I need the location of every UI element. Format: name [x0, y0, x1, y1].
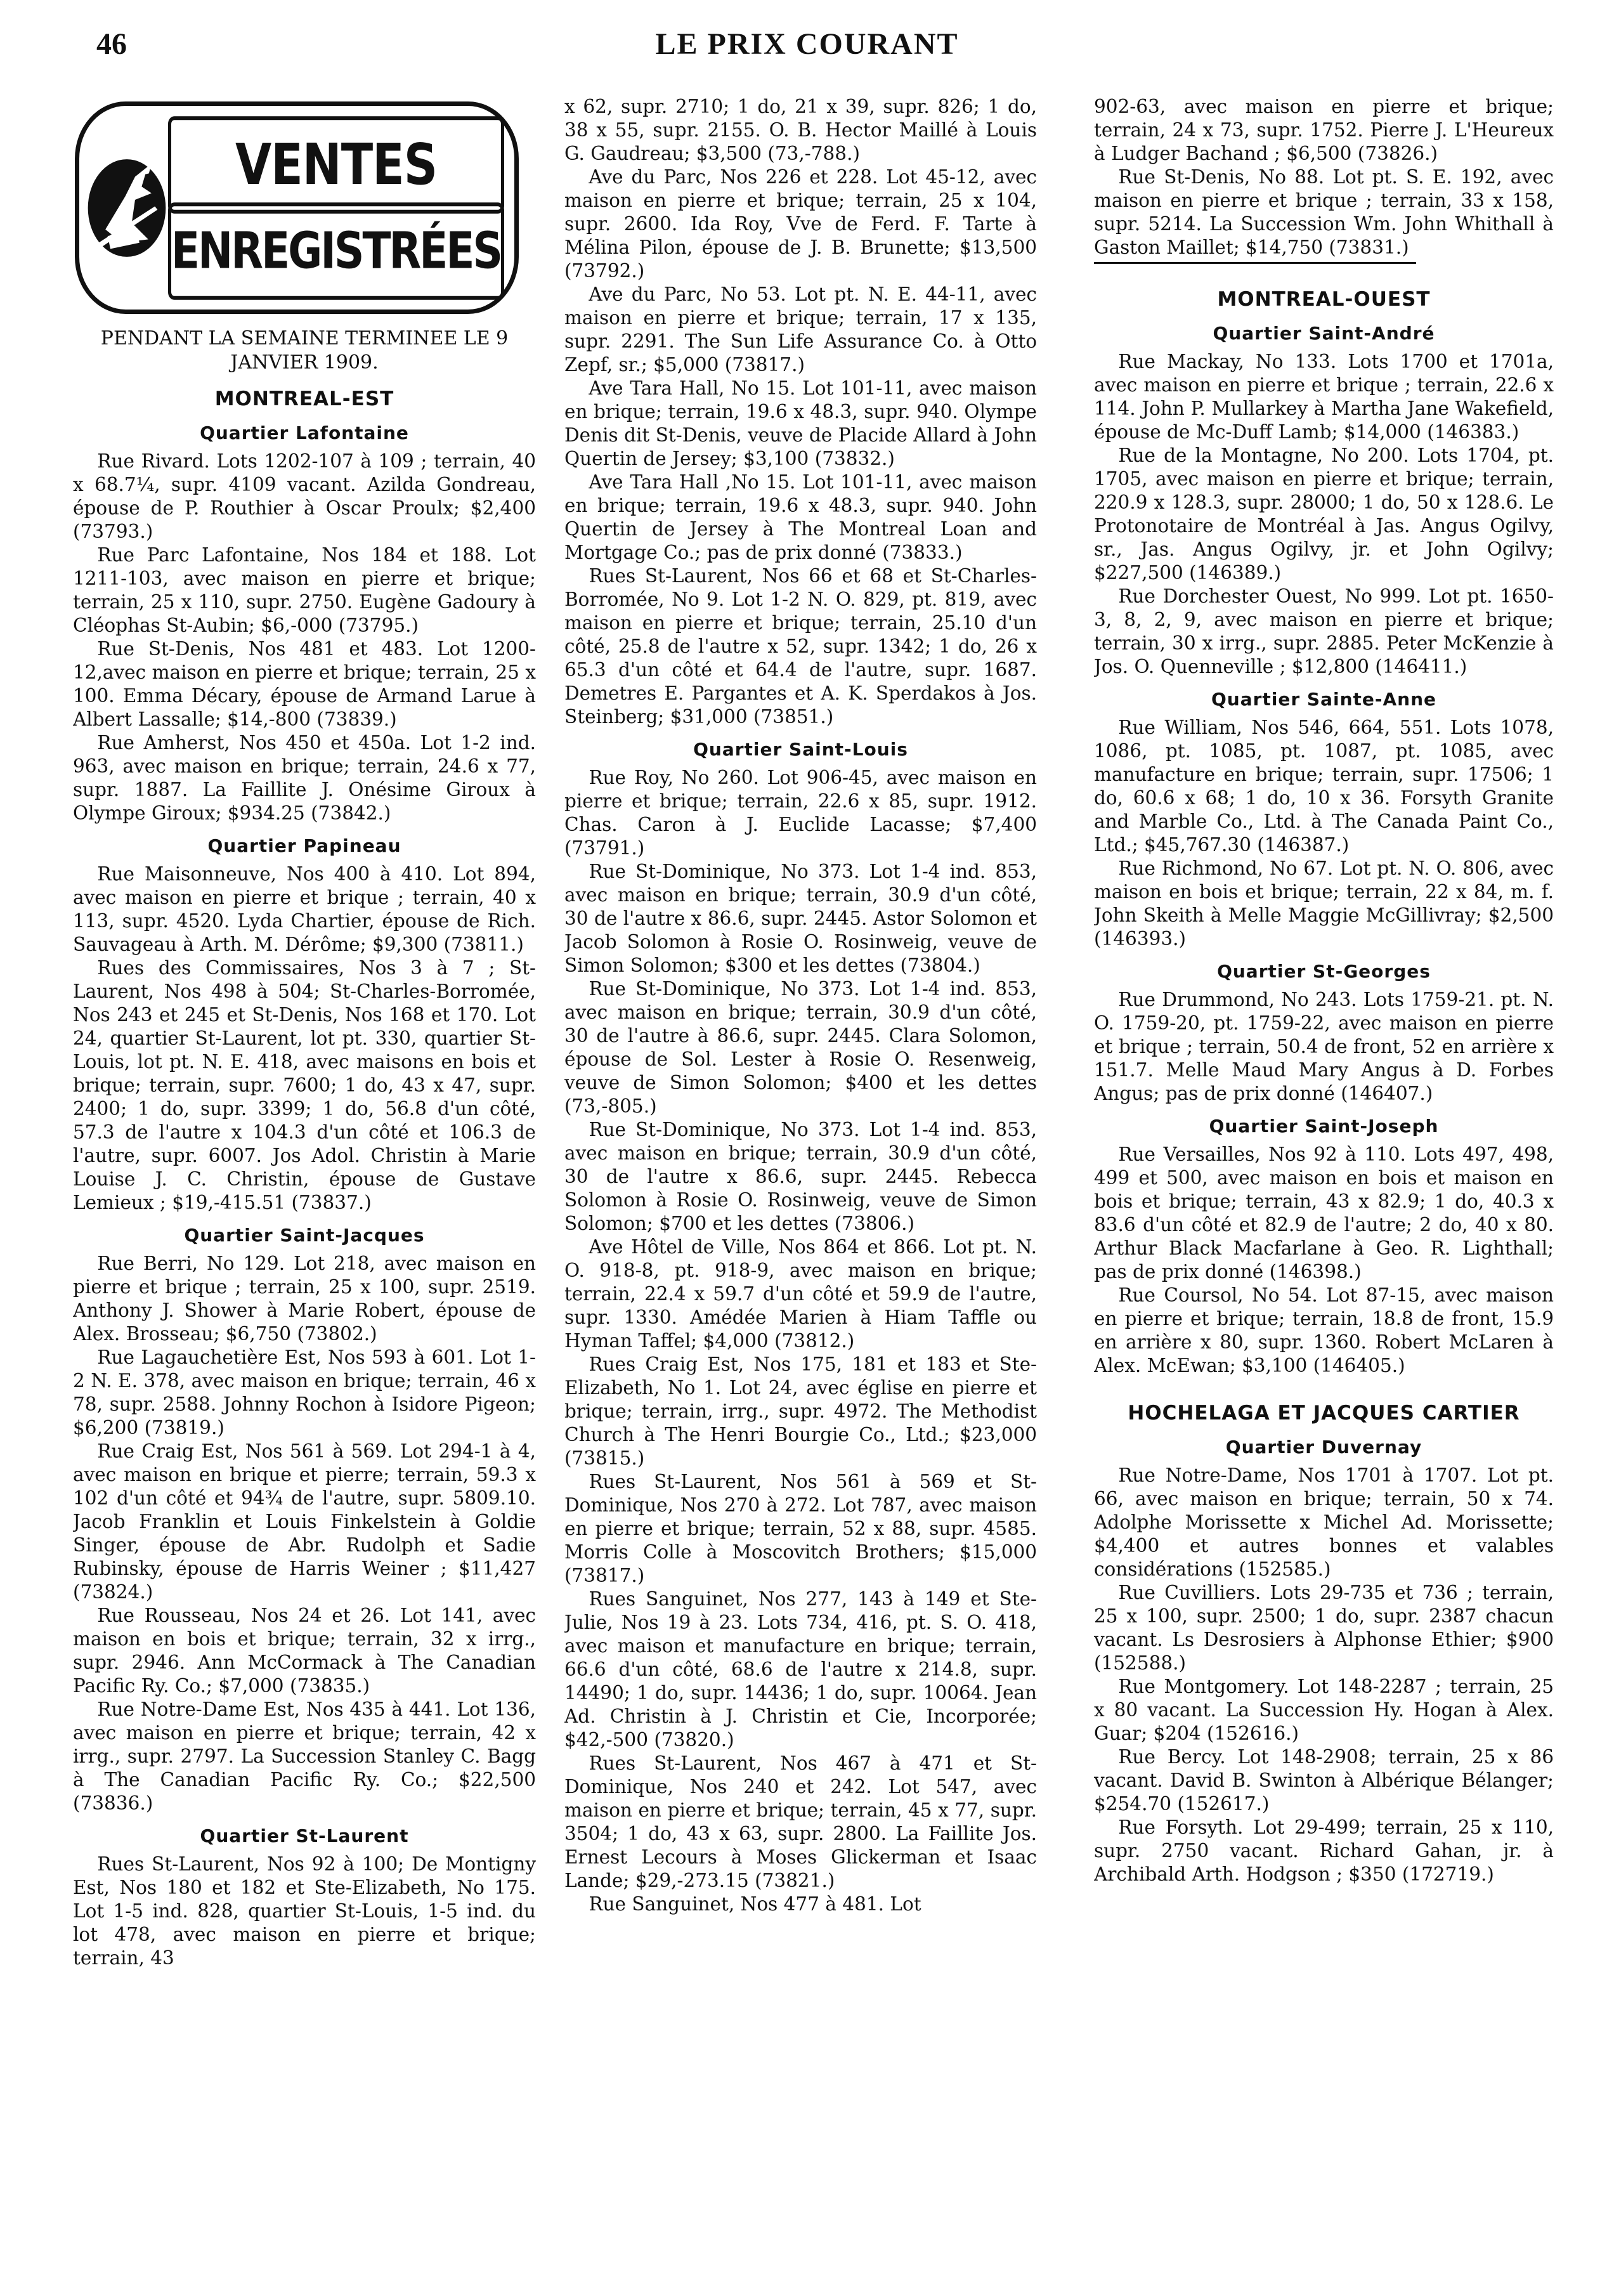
sale-entry-continued: x 62, supr. 2710; 1 do, 21 x 39, supr. 826; 1 do, 38 x 55, supr. 2155. O. B. Hector Maillé à Louis G. Gaudreau; $3,500 (73,-788.) [564, 96, 1037, 164]
quarter-heading: Quartier St-Laurent [200, 1825, 409, 1846]
sale-entry: Ave Hôtel de Ville, Nos 864 et 866. Lot pt. N. O. 918-8, pt. 918-9, avec maison en brique; terrain, 22.4 x 59.7 d'un côté et 59.9 de l'autre, supr. 1330. Amédée Marien à Hiam Taffle ou Hyman Taffel; $4,000 (73812.) [564, 1236, 1037, 1352]
sale-entry: Rue Parc Lafontaine, Nos 184 et 188. Lot 1211-103, avec maison en pierre et brique; terrain, 25 x 110, supr. 2750. Eugène Gadoury à Cléophas St-Aubin; $6,-000 (73795.) [73, 544, 536, 636]
sale-entry: Rue Amherst, Nos 450 et 450a. Lot 1-2 ind. 963, avec maison en brique; terrain, 24.6 x 77, supr. 1887. La Faillite J. Onésime Giroux à Olympe Giroux; $934.25 (73842.) [73, 732, 536, 824]
sale-entry: Rue Forsyth. Lot 29-499; terrain, 25 x 110, supr. 2750 vacant. Richard Gahan, jr. à Archibald Arth. Hodgson ; $350 (172719.) [1094, 1817, 1554, 1885]
sale-entry: Rue Coursol, No 54. Lot 87-15, avec maison en pierre et brique; terrain, 18.8 de front, 15.9 en arrière x 80, supr. 1360. Robert McLaren à Alex. McEwan; $3,100 (146405.) [1094, 1284, 1554, 1376]
sale-entry: Rue Montgomery. Lot 148-2287 ; terrain, 25 x 80 vacant. La Succession Hy. Hogan à Alex. Guar; $204 (152616.) [1094, 1676, 1554, 1744]
quarter-heading: Quartier Saint-Louis [693, 739, 908, 760]
sale-entry: Rue Cuvilliers. Lots 29-735 et 736 ; terrain, 25 x 100, supr. 2500; 1 do, supr. 2387 chacun vacant. Ls Desrosiers à Alphonse Ethier; $900 (152588.) [1094, 1582, 1554, 1674]
quarter-heading: Quartier Saint-André [1213, 323, 1435, 344]
sale-entry: Rue William, Nos 546, 664, 551. Lots 1078, 1086, pt. 1085, pt. 1087, pt. 1085, avec manufacture en brique; terrain, supr. 17506; 1 do, 60.6 x 68; 1 do, 10 x 36. Forsyth Granite and Marble Co., Ltd. à The Canada Paint Co., Ltd.; $45,767.30 (146387.) [1094, 717, 1554, 856]
sale-entry: Rues St-Laurent, Nos 561 à 569 et St-Dominique, Nos 270 à 272. Lot 787, avec maison en pierre et brique; terrain, 52 x 88, supr. 4585. Morris Colle à Moscovitch Brothers; $15,000 (73817.) [564, 1471, 1037, 1586]
sale-entry: Rue Dorchester Ouest, No 999. Lot pt. 1650-3, 8, 2, 9, avec maison en pierre et brique; terrain, 30 x irrg., supr. 2885. Peter McKenzie à Jos. O. Quenneville ; $12,800 (146411.) [1094, 585, 1554, 677]
sale-entry: Rue Roy, No 260. Lot 906-45, avec maison en pierre et brique; terrain, 22.6 x 85, supr. 1912. Chas. Caron à J. Euclide Lacasse; $7,400 (73791.) [564, 767, 1037, 859]
district-heading: MONTREAL-EST [214, 388, 394, 410]
column-2 [564, 95, 1037, 2277]
quarter-heading: Quartier Papineau [207, 835, 401, 856]
sale-entry-continued: 902-63, avec maison en pierre et brique; terrain, 24 x 73, supr. 1752. Pierre J. L'Heureux à Ludger Bachand ; $6,500 (73826.) [1094, 96, 1554, 164]
section-rule [1094, 262, 1416, 264]
sale-entry: Rue Berri, No 129. Lot 218, avec maison en pierre et brique ; terrain, 25 x 100, supr. 2519. Anthony J. Shower à Marie Robert, épouse de Alex. Brosseau; $6,750 (73802.) [73, 1253, 536, 1345]
banner-word-enregistrees: ENREGISTRÉES [168, 202, 504, 300]
sale-entry: Rues St-Laurent, Nos 92 à 100; De Montigny Est, Nos 180 et 182 et Ste-Elizabeth, No 175. Lot 1-5 ind. 828, quartier St-Louis, 1-5 ind. du lot 478, avec maison en pierre et brique; terrain, 43 [73, 1853, 536, 1969]
sale-entry: Rues St-Laurent, Nos 66 et 68 et St-Charles-Borromée, No 9. Lot 1-2 N. O. 829, pt. 819, avec maison en pierre et brique; terrain, 25.10 d'un côté, 25.8 de l'autre x 52, supr. 1342; 1 do, 26 x 65.3 d'un côté et 64.4 de l'autre, supr. 1687. Demetres E. Pargantes et A. K. Sperdakos à Jos. Steinberg; $31,000 (73851.) [564, 565, 1037, 727]
quarter-heading: Quartier Lafontaine [200, 422, 409, 443]
sale-entry: Rue Craig Est, Nos 561 à 569. Lot 294-1 à 4, avec maison en brique et pierre; terrain, 59.3 x 102 d'un côté et 94¾ de l'autre, supr. 5809.10. Jacob Franklin et Louis Finkelstein à Goldie Singer, épouse de Abr. Rudolph et Sadie Rubinsky, épouse de Harris Weiner ; $11,427 (73824.) [73, 1440, 536, 1603]
sale-entry: Rue Sanguinet, Nos 477 à 481. Lot [589, 1893, 921, 1915]
sale-entry: Rue St-Denis, Nos 481 et 483. Lot 1200-12,avec maison en pierre et brique; terrain, 25 x 100. Emma Décary, épouse de Armand Larue à Albert Lassalle; $14,-800 (73839.) [73, 638, 536, 730]
sale-entry: Rues des Commissaires, Nos 3 à 7 ; St-Laurent, Nos 498 à 504; St-Charles-Borromée, Nos 243 et 245 et St-Denis, Nos 168 et 170. Lot 24, quartier St-Laurent, lot pt. 330, quartier St-Louis, lot pt. N. E. 418, avec maisons en bois et brique; terrain, supr. 7600; 1 do, 43 x 47, supr. 2400; 1 do, supr. 3399; 1 do, 56.8 d'un côté, 57.3 de l'autre x 104.3 d'un côté et 106.3 de l'autre, supr. 6007. Jos Adol. Christin à Marie Louise J. C. Christin, épouse de Gustave Lemieux ; $19,-415.51 (73837.) [73, 957, 536, 1213]
quarter-heading: Quartier Duvernay [1225, 1437, 1422, 1458]
sale-entry: Rue Lagauchetière Est, Nos 593 à 601. Lot 1-2 N. E. 378, avec maison en brique; terrain, 46 x 78, supr. 2588. Johnny Rochon à Isidore Pigeon; $6,200 (73819.) [73, 1347, 536, 1438]
quarter-heading: Quartier St-Georges [1217, 961, 1431, 982]
journal-title: LE PRIX COURANT [655, 27, 959, 61]
sale-entry: Rue Drummond, No 243. Lots 1759-21. pt. N. O. 1759-20, pt. 1759-22, avec maison en pierre et brique ; terrain, 50.4 de front, 52 en arrière x 151.7. Melle Maud Mary Angus à D. Forbes Angus; pas de prix donné (146407.) [1094, 989, 1554, 1104]
sale-entry: Rue Mackay, No 133. Lots 1700 et 1701a, avec maison en pierre et brique ; terrain, 22.6 x 114. John P. Mullarkey à Martha Jane Wakefield, épouse de Mc-Duff Lamb; $14,000 (146383.) [1094, 351, 1554, 443]
sale-entry: Rue Maisonneuve, Nos 400 à 410. Lot 894, avec maison en pierre et brique ; terrain, 40 x 113, supr. 4520. Lyda Chartier, épouse de Rich. Sauvageau à Arth. M. Dérôme; $9,300 (73811.) [73, 863, 536, 955]
sale-entry: Rue Versailles, Nos 92 à 110. Lots 497, 498, 499 et 500, avec maison en bois et maison en bois et brique; terrain, 43 x 82.9; 1 do, 40.3 x 83.6 d'un côté et 82.9 de l'autre; 2 do, 40 x 80. Arthur Black Macfarlane à Geo. R. Lighthall; pas de prix donné (146398.) [1094, 1144, 1554, 1282]
sale-entry: Rue Rousseau, Nos 24 et 26. Lot 141, avec maison en bois et brique; terrain, 32 x irrg., supr. 2946. Ann McCormack à The Canadian Pacific Ry. Co.; $7,000 (73835.) [73, 1605, 536, 1697]
column-1 [73, 327, 536, 2277]
page-number: 46 [96, 27, 127, 61]
sale-entry: Rue Rivard. Lots 1202-107 à 109 ; terrain, 40 x 68.7¼, supr. 4109 vacant. Azilda Gondreau, épouse de P. Routhier à Oscar Proulx; $2,400 (73793.) [73, 450, 536, 542]
sale-entry: Ave Tara Hall, No 15. Lot 101-11, avec maison en brique; terrain, 19.6 x 48.3, supr. 940. Olympe Denis dit St-Denis, veuve de Placide Allard à John Quertin de Jersey; $3,100 (73832.) [564, 377, 1037, 469]
sale-entry: Rue Bercy. Lot 148-2908; terrain, 25 x 86 vacant. David B. Swinton à Albérique Bélanger; $254.70 (152617.) [1094, 1746, 1554, 1815]
column-3 [1094, 95, 1554, 2277]
scribe-figure-icon [86, 110, 168, 306]
sale-entry: Rue St-Dominique, No 373. Lot 1-4 ind. 853, avec maison en brique; terrain, 30.9 d'un côté, 30 de l'autre x 86.6, supr. 2445. Rebecca Solomon à Rosie O. Rosinweig, veuve de Simon Solomon; $700 et les dettes (73806.) [564, 1119, 1037, 1234]
sale-entry: Rue St-Dominique, No 373. Lot 1-4 ind. 853, avec maison en brique; terrain, 30.9 d'un côté, 30 de l'autre à 86.6, supr. 2445. Clara Solomon, épouse de Sol. Lester à Rosie O. Resenweig, veuve de Simon Solomon; $400 et les dettes (73,-805.) [564, 978, 1037, 1117]
sale-entry: Ave Tara Hall ,No 15. Lot 101-11, avec maison en brique; terrain, 19.6 x 48.3, supr. 940. John Quertin de Jersey à The Montreal Loan and Mortgage Co.; pas de prix donné (73833.) [564, 471, 1037, 563]
sale-entry: Rue Richmond, No 67. Lot pt. N. O. 806, avec maison en bois et brique; terrain, 22 x 84, m. f. John Skeith à Melle Maggie McGillivray; $2,500 (146393.) [1094, 858, 1554, 949]
week-heading: PENDANT LA SEMAINE TERMINEE LE 9 JANVIER 1909. [100, 327, 509, 374]
ventes-enregistrees-banner [75, 101, 519, 314]
sale-entry: Rue St-Dominique, No 373. Lot 1-4 ind. 853, avec maison en brique; terrain, 30.9 d'un côté, 30 de l'autre x 86.6, supr. 2445. Astor Solomon et Jacob Solomon à Rosie O. Rosinweig, veuve de Simon Solomon; $300 et les dettes (73804.) [564, 861, 1037, 976]
sale-entry: Rues St-Laurent, Nos 467 à 471 et St-Dominique, Nos 240 et 242. Lot 547, avec maison en pierre et brique; terrain, 45 x 77, supr. 3504; 1 do, 43 x 63, supr. 2800. La Faillite Jos. Ernest Lecours à Moses Glickerman et Isaac Lande; $29,-273.15 (73821.) [564, 1752, 1037, 1891]
district-heading: MONTREAL-OUEST [1217, 288, 1431, 311]
quarter-heading: Quartier Saint-Jacques [184, 1225, 425, 1246]
quarter-heading: Quartier Sainte-Anne [1211, 689, 1437, 710]
sale-entry: Ave du Parc, No 53. Lot pt. N. E. 44-11, avec maison en pierre et brique; terrain, 17 x 135, supr. 2291. The Sun Life Assurance Co. à Otto Zepf, sr.; $5,000 (73817.) [564, 284, 1037, 375]
sale-entry: Rue Notre-Dame, Nos 1701 à 1707. Lot pt. 66, avec maison en brique; terrain, 50 x 74. Adolphe Morissette x Michel Ad. Morissette; $4,400 et autres bonnes et valables considérations (152585.) [1094, 1464, 1554, 1580]
sale-entry: Rue de la Montagne, No 200. Lots 1704, pt. 1705, avec maison en pierre et brique; terrain, 220.9 x 128.3, supr. 28000; 1 do, 50 x 128.6. Le Protonotaire de Montréal à Jas. Angus Ogilvy, sr., Jas. Angus Ogilvy, jr. et John Ogilvy; $227,500 (146389.) [1094, 445, 1554, 584]
sale-entry: Rues Sanguinet, Nos 277, 143 à 149 et Ste-Julie, Nos 19 à 23. Lots 734, 416, pt. S. O. 418, avec maison et manufacture en brique; terrain, 66.6 d'un côté, 68.6 de l'autre x 214.8, supr. 14490; 1 do, supr. 14436; 1 do, supr. 10064. Jean Ad. Christin à J. Christin et Cie, Incorporée; $42,-500 (73820.) [564, 1588, 1037, 1751]
sale-entry: Rues Craig Est, Nos 175, 181 et 183 et Ste-Elizabeth, No 1. Lot 24, avec église en pierre et brique; terrain, irrg., supr. 4972. The Methodist Church à The Henri Bourgie Co., Ltd.; $23,000 (73815.) [564, 1353, 1037, 1469]
quarter-heading: Quartier Saint-Joseph [1209, 1116, 1439, 1137]
district-heading: HOCHELAGA ET JACQUES CARTIER [1128, 1402, 1520, 1425]
sale-entry: Ave du Parc, Nos 226 et 228. Lot 45-12, avec maison en pierre et brique; terrain, 25 x 104, supr. 2600. Ida Roy, Vve de Ferd. F. Tarte à Mélina Pilon, épouse de J. B. Brunette; $13,500 (73792.) [564, 166, 1037, 282]
banner-word-ventes: VENTES [168, 116, 504, 214]
sale-entry: Rue St-Denis, No 88. Lot pt. S. E. 192, avec maison en pierre et brique ; terrain, 33 x 158, supr. 5214. La Succession Wm. John Whithall à Gaston Maillet; $14,750 (73831.) [1094, 166, 1554, 258]
sale-entry: Rue Notre-Dame Est, Nos 435 à 441. Lot 136, avec maison en pierre et brique; terrain, 42 x irrg., supr. 2797. La Succession Stanley C. Bagg à The Canadian Pacific Ry. Co.; $22,500 (73836.) [73, 1699, 536, 1814]
